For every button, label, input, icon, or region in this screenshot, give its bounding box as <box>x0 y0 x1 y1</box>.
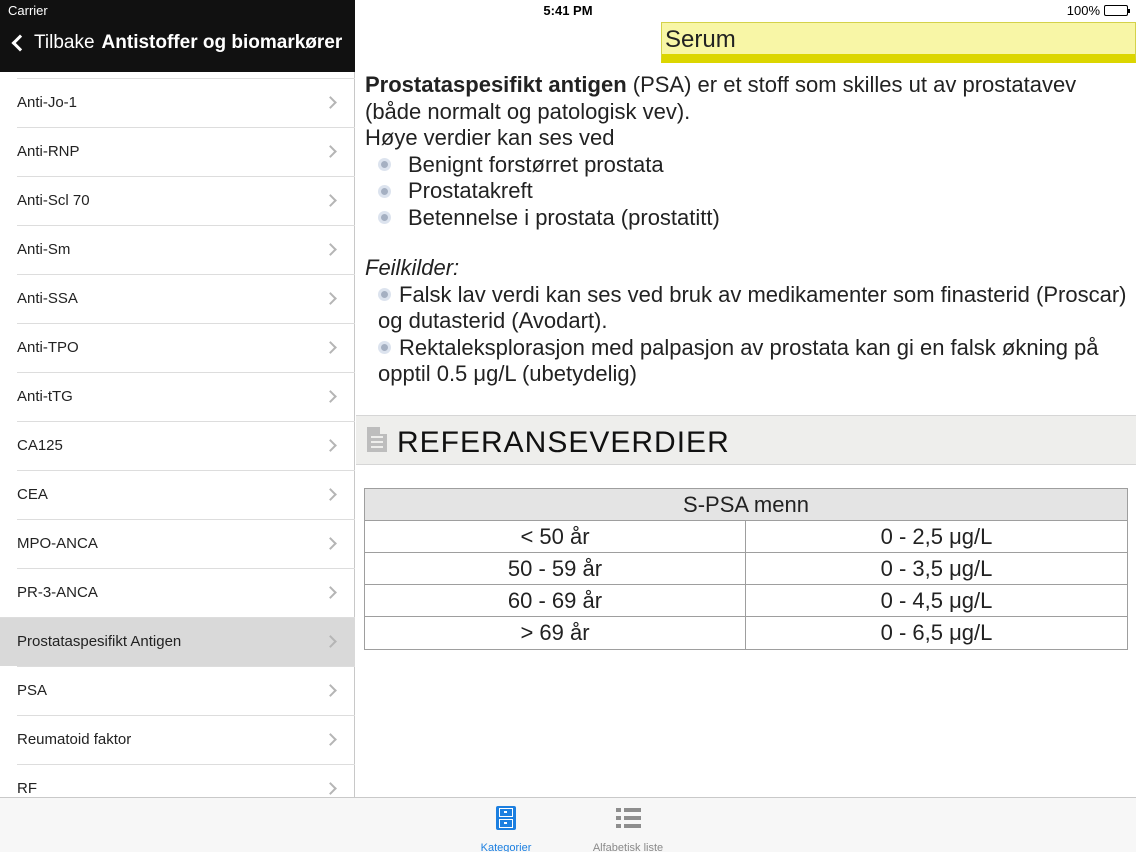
battery-percent: 100% <box>1066 3 1100 18</box>
age-cell: > 69 år <box>365 617 746 649</box>
age-cell: < 50 år <box>365 521 746 552</box>
sidebar-item-label: Prostataspesifikt Antigen <box>17 633 182 650</box>
list-item: Rektaleksplorasjon med palpasjon av prostata kan gi en falsk økning på opptil 0.5 μg/L (ubetydelig) <box>378 334 1099 386</box>
sidebar-item-mpo-anca[interactable] <box>17 519 355 568</box>
reference-heading: REFERANSEVERDIER <box>397 426 730 459</box>
value-cell: 0 - 3,5 μg/L <box>880 556 993 581</box>
sidebar-item-label: PR-3-ANCA <box>17 584 98 601</box>
sample-type-banner <box>661 22 1136 63</box>
status-time: 5:41 PM <box>543 3 593 18</box>
chevron-right-icon <box>324 194 337 207</box>
chevron-right-icon <box>324 243 337 256</box>
tab-kategorier[interactable] <box>446 804 566 852</box>
intro-bold: Prostataspesifikt antigen <box>365 72 627 97</box>
bullet-icon <box>378 185 391 198</box>
back-button[interactable] <box>10 32 342 54</box>
bullet-icon <box>378 341 391 354</box>
chevron-right-icon <box>324 390 337 403</box>
chevron-right-icon <box>324 684 337 697</box>
sample-type-label: Serum <box>665 26 736 53</box>
sidebar-item-anti-tpo[interactable] <box>17 323 355 372</box>
reference-table <box>364 488 1128 650</box>
sidebar-item-label: Anti-SSA <box>17 290 78 307</box>
chevron-right-icon <box>324 145 337 158</box>
high-values-list <box>378 152 1135 232</box>
chevron-right-icon <box>324 96 337 109</box>
table-title: S-PSA menn <box>365 489 1127 521</box>
sidebar-item-reumatoid-faktor[interactable] <box>17 715 355 764</box>
carrier-label: Carrier <box>8 3 48 18</box>
document-icon <box>367 427 387 452</box>
sidebar-item-label: Anti-Scl 70 <box>17 192 90 209</box>
list-item: Falsk lav verdi kan ses ved bruk av medikamenter som finasterid (Proscar) og dutasterid (Avodart). <box>378 281 1127 333</box>
error-sources-heading: Feilkilder: <box>365 255 460 280</box>
sidebar-item-label: CA125 <box>17 437 63 454</box>
sidebar-item-pr-3-anca[interactable] <box>17 568 355 617</box>
value-cell: 0 - 4,5 μg/L <box>880 588 993 613</box>
sidebar-item-label: Anti-Jo-1 <box>17 94 78 111</box>
sidebar-item-label: Anti-tTG <box>17 388 73 405</box>
sidebar <box>0 0 355 797</box>
sidebar-title: Antistoffer og biomarkører <box>101 32 343 53</box>
tab-bar <box>0 797 1136 852</box>
detail-pane <box>356 22 1136 797</box>
table-row <box>365 553 1127 585</box>
sidebar-item-label: Reumatoid faktor <box>17 731 132 748</box>
sidebar-item-label: Anti-Sm <box>17 241 71 258</box>
chevron-right-icon <box>324 586 337 599</box>
sidebar-item-prostataspesifikt-antigen[interactable] <box>0 617 355 666</box>
sidebar-item-label: MPO-ANCA <box>17 535 98 552</box>
bullet-icon <box>378 288 391 301</box>
chevron-right-icon <box>324 733 337 746</box>
value-cell: 0 - 6,5 μg/L <box>880 620 993 645</box>
chevron-left-icon <box>12 35 29 52</box>
sidebar-item-ca125[interactable] <box>17 421 355 470</box>
sidebar-item-label: CEA <box>17 486 48 503</box>
sidebar-item-anti-ttg[interactable] <box>17 372 355 421</box>
chevron-right-icon <box>324 439 337 452</box>
tab-alfabetisk-liste[interactable] <box>568 804 688 852</box>
table-row <box>365 617 1127 649</box>
sidebar-item-anti-scl-70[interactable] <box>17 176 355 225</box>
age-cell: 60 - 69 år <box>365 585 746 616</box>
chevron-right-icon <box>324 782 337 795</box>
intro-text: (PSA) er et stoff som skilles ut av prostatavev (både normalt og patologisk vev). <box>365 72 1077 124</box>
age-cell: 50 - 59 år <box>365 553 746 584</box>
status-bar <box>0 0 1136 22</box>
cabinet-icon <box>496 806 516 830</box>
reference-section-header <box>356 415 1136 465</box>
sidebar-item-label: Anti-RNP <box>17 143 80 160</box>
sidebar-item-anti-sm[interactable] <box>17 225 355 274</box>
battery-indicator <box>1067 3 1128 18</box>
table-row <box>365 521 1127 553</box>
sidebar-item-cea[interactable] <box>17 470 355 519</box>
intro-paragraph <box>365 72 1135 125</box>
tab-label: Kategorier <box>480 842 532 852</box>
tab-label: Alfabetisk liste <box>592 842 664 852</box>
table-row <box>365 585 1127 617</box>
sidebar-item-label: Anti-TPO <box>17 339 79 356</box>
value-cell: 0 - 2,5 μg/L <box>880 524 993 549</box>
sidebar-item-anti-jo-1[interactable] <box>17 78 355 127</box>
sidebar-item-label: PSA <box>17 682 48 699</box>
sidebar-list <box>0 78 355 813</box>
chevron-right-icon <box>324 537 337 550</box>
high-values-heading: Høye verdier kan ses ved <box>365 125 615 150</box>
bullet-icon <box>378 158 391 171</box>
battery-icon <box>1104 5 1128 16</box>
chevron-right-icon <box>324 341 337 354</box>
list-icon <box>616 808 641 828</box>
list-item: Prostatakreft <box>378 178 1135 205</box>
list-item: Betennelse i prostata (prostatitt) <box>378 205 1135 232</box>
chevron-right-icon <box>324 488 337 501</box>
sidebar-item-label: RF <box>17 780 37 797</box>
bullet-icon <box>378 211 391 224</box>
sidebar-item-anti-ssa[interactable] <box>17 274 355 323</box>
description <box>365 72 1135 388</box>
chevron-right-icon <box>324 292 337 305</box>
list-item: Benignt forstørret prostata <box>378 152 1135 179</box>
chevron-right-icon <box>324 635 337 648</box>
sidebar-item-anti-rnp[interactable] <box>17 127 355 176</box>
back-button-label: Tilbake <box>34 32 95 53</box>
sidebar-item-psa[interactable] <box>17 666 355 715</box>
